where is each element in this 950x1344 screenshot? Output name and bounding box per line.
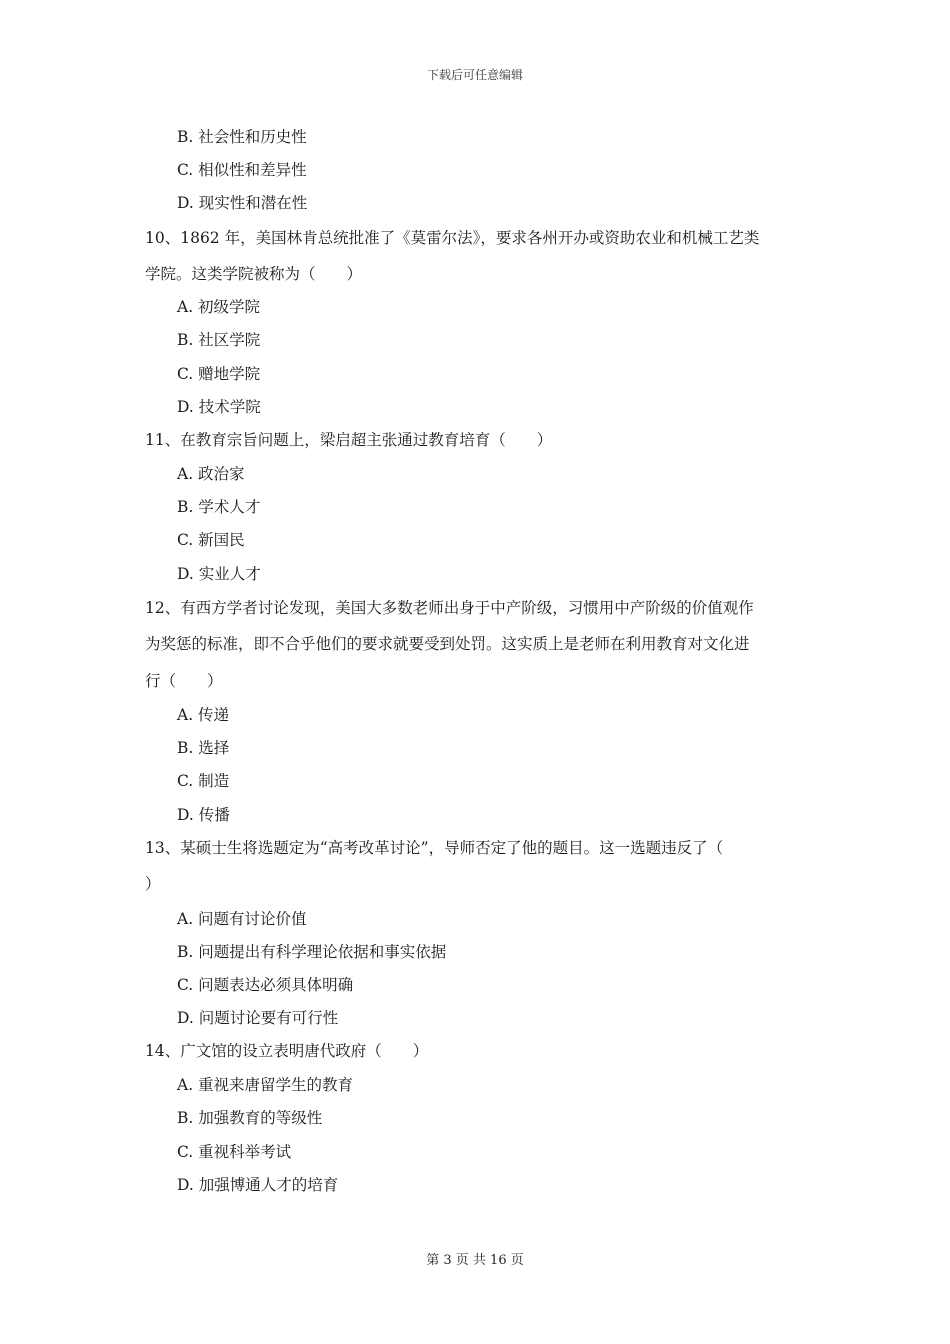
- q14-option-d: D. 加强博通人才的培育: [177, 1176, 339, 1194]
- q10-option-d: D. 技术学院: [177, 398, 261, 416]
- q12-option-c: C. 制造: [177, 772, 230, 790]
- page-footer: 第 3 页 共 16 页: [426, 1253, 524, 1268]
- q11-option-b: B. 学术人才: [177, 498, 261, 516]
- q10-stem-line-1: 10、1862 年，美国林肯总统批准了《莫雷尔法》，要求各州开办或资助农业和机械工艺类: [145, 229, 760, 247]
- q11-option-c: C. 新国民: [177, 531, 245, 549]
- q13-option-a: A. 问题有讨论价值: [177, 910, 307, 928]
- q9-option-d: D. 现实性和潜在性: [177, 194, 308, 212]
- q10-stem-line-2: 学院。这类学院被称为（ ）: [145, 265, 363, 283]
- q10-option-a: A. 初级学院: [177, 298, 261, 316]
- q12-option-a: A. 传递: [177, 706, 230, 724]
- q12-stem-line-1: 12、有西方学者讨论发现，美国大多数老师出身于中产阶级，习惯用中产阶级的价值观作: [145, 599, 754, 617]
- q13-option-c: C. 问题表达必须具体明确: [177, 976, 354, 994]
- q13-option-d: D. 问题讨论要有可行性: [177, 1009, 339, 1027]
- q13-stem-line-1: 13、某硕士生将选题定为“高考改革讨论”，导师否定了他的题目。这一选题违反了（: [145, 839, 724, 857]
- q9-option-c: C. 相似性和差异性: [177, 161, 307, 179]
- q10-option-b: B. 社区学院: [177, 331, 261, 349]
- q14-stem-line-1: 14、广文馆的设立表明唐代政府（ ）: [145, 1042, 429, 1060]
- q11-option-a: A. 政治家: [177, 465, 245, 483]
- q14-option-b: B. 加强教育的等级性: [177, 1109, 323, 1127]
- q13-stem-line-2: ）: [145, 875, 161, 893]
- q11-option-d: D. 实业人才: [177, 565, 261, 583]
- q12-option-d: D. 传播: [177, 806, 230, 824]
- q9-option-b: B. 社会性和历史性: [177, 128, 307, 146]
- q14-option-a: A. 重视来唐留学生的教育: [177, 1076, 354, 1094]
- q10-option-c: C. 赠地学院: [177, 365, 261, 383]
- q14-option-c: C. 重视科举考试: [177, 1143, 292, 1161]
- q12-option-b: B. 选择: [177, 739, 230, 757]
- q13-option-b: B. 问题提出有科学理论依据和事实依据: [177, 943, 447, 961]
- q11-stem-line-1: 11、在教育宗旨问题上，梁启超主张通过教育培育（ ）: [145, 431, 553, 449]
- page-header: 下载后可任意编辑: [426, 68, 523, 82]
- q12-stem-line-3: 行（ ）: [145, 672, 223, 690]
- q12-stem-line-2: 为奖惩的标准，即不合乎他们的要求就要受到处罚。这实质上是老师在利用教育对文化进: [145, 635, 750, 653]
